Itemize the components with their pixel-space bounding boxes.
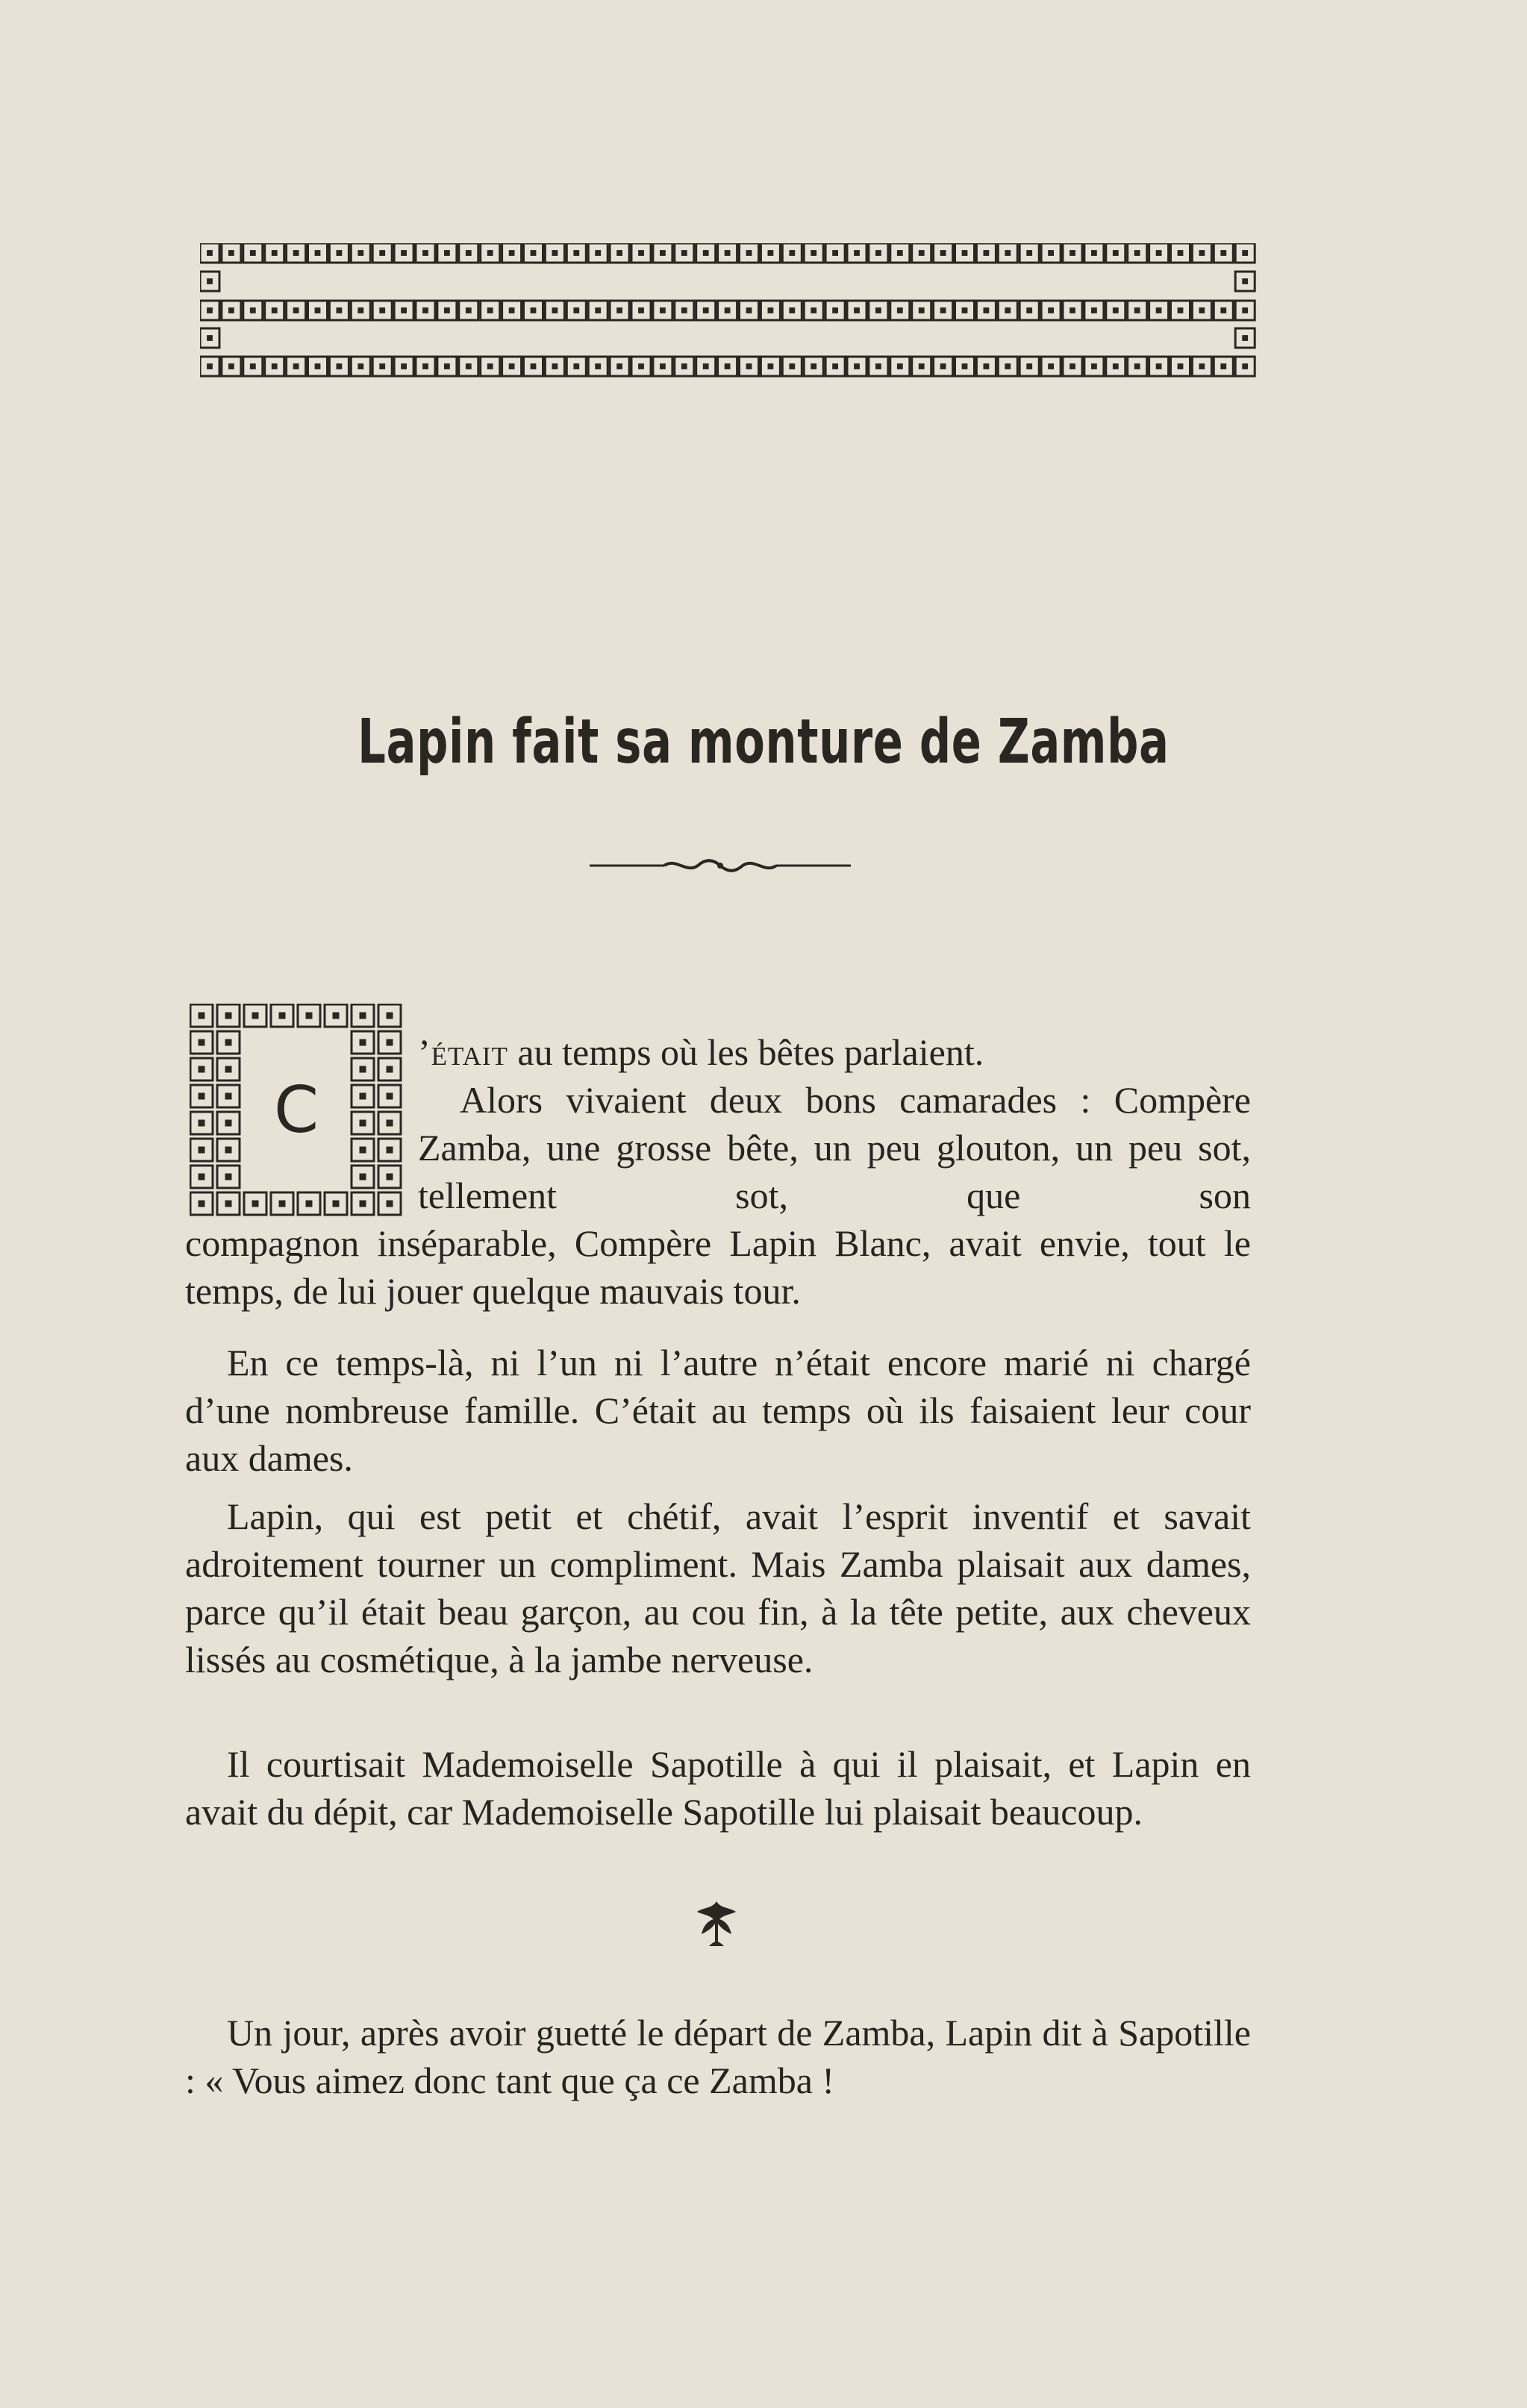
paragraph-1-tail: compagnon inséparable, Compère Lapin Blanc, avait envie, tout le temps, de lui jouer quelque mauvais tour. (185, 1222, 1251, 1312)
header-ornament-band (200, 243, 1258, 378)
chapter-title: Lapin fait sa monture de Zamba (357, 707, 1170, 778)
drop-cap (190, 1004, 403, 1217)
first-word-rest: ’était (418, 1031, 508, 1073)
fleuron-icon (687, 1892, 746, 1952)
paragraph-2: En ce temps-là, ni l’un ni l’autre n’était encore marié ni chargé d’une nombreuse famille. C’était au temps où ils faisaient leur cour aux dames. (185, 1342, 1251, 1479)
paragraph-4: Il courtisait Mademoiselle Sapotille à qui il plaisait, et Lapin en avait du dépit, car Mademoiselle Sapotille lui plaisait beaucoup. (185, 1743, 1251, 1833)
paragraph-1-first-line (418, 1028, 1254, 1076)
paragraph-1-indented: Alors vivaient deux bons camarades : Compère Zamba, une grosse bête, un peu glouton, un peu sot, tellement sot, que son (418, 1079, 1251, 1216)
paragraph-5: Un jour, après avoir guetté le départ de Zamba, Lapin dit à Sapotille : « Vous aimez donc tant que ça ce Zamba ! (185, 2012, 1251, 2101)
drop-cap-letter: C (273, 1073, 319, 1148)
first-line-rest: au temps où les bêtes parlaient. (508, 1031, 984, 1073)
paragraph-3: Lapin, qui est petit et chétif, avait l’esprit inventif et savait adroitement tourner un compliment. Mais Zamba plaisait aux dames, parce qu’il était beau garçon, au cou fin, à la tête petite, aux cheveux lissés au cosmétique, à la jambe nerveuse. (185, 1495, 1251, 1680)
title-rule-ornament (590, 854, 851, 877)
